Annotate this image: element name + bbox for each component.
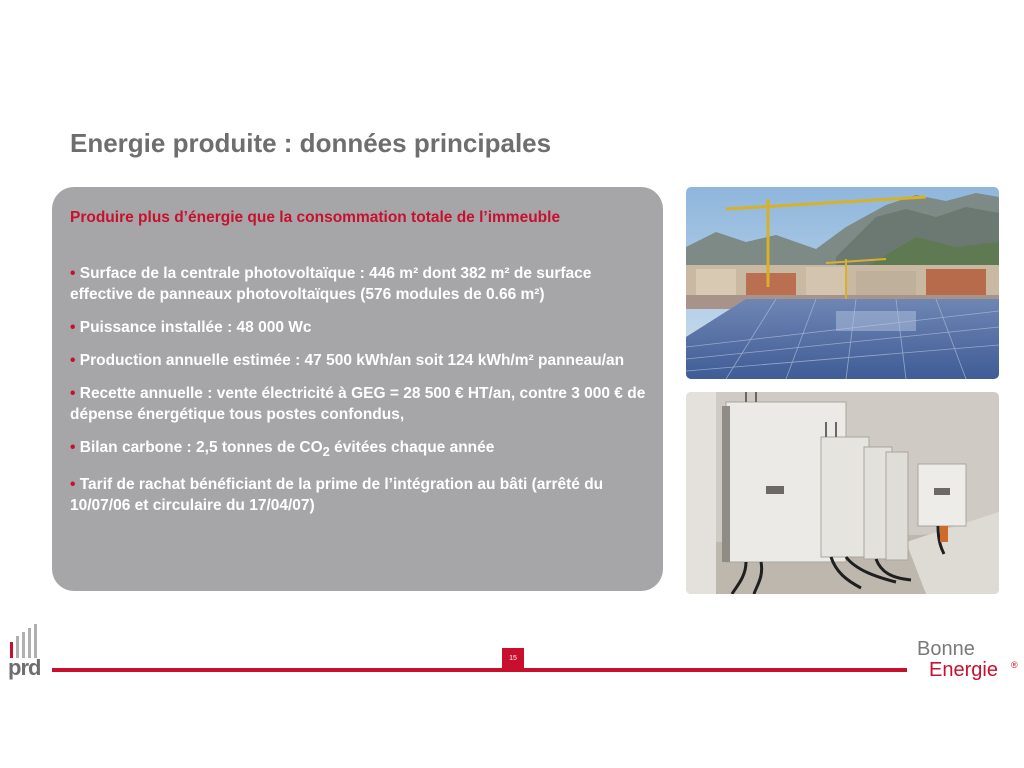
list-item (70, 317, 648, 338)
list-item (70, 437, 648, 462)
bullet-text: Production annuelle estimée : 47 500 kWh/an soit 124 kWh/m² panneau/an (75, 352, 625, 369)
brand-line-1: Bonne (917, 638, 975, 660)
panel-heading: Produire plus d’énergie que la consommation totale de l’immeuble (70, 209, 561, 226)
brand-line-2: Energie (929, 659, 998, 681)
inverters-photo (686, 392, 999, 594)
list-item (70, 263, 648, 305)
bullet-text: Bilan carbone : 2,5 tonnes de CO (75, 439, 323, 456)
list-item (70, 474, 648, 516)
slide-title: Energie produite : données principales (70, 128, 552, 158)
bullet-marker: • (70, 385, 76, 402)
footer-divider (52, 668, 907, 672)
prd-logo-text: prd (8, 655, 41, 680)
list-item (70, 383, 648, 425)
bullet-marker: • (70, 319, 76, 336)
info-panel (52, 187, 663, 591)
prd-logo (8, 622, 44, 684)
bullet-text: Puissance installée : 48 000 Wc (75, 319, 312, 336)
bullet-text-after: évitées chaque année (329, 439, 495, 456)
bullet-marker: • (70, 439, 76, 456)
list-item (70, 350, 648, 371)
bonne-energie-logo (917, 638, 1021, 686)
bullet-text: Recette annuelle : vente électricité à GEG = 28 500 € HT/an, contre 3 000 € de dépense énergétique tous postes confondus, (70, 385, 646, 423)
bullet-marker: • (70, 265, 76, 282)
bullet-text: Tarif de rachat bénéficiant de la prime de l’intégration au bâti (arrêté du 10/07/06 et circulaire du 17/04/07) (70, 476, 604, 515)
prd-bars-icon (10, 622, 44, 658)
bullet-marker: • (70, 352, 76, 369)
subscript-2: 2 (322, 444, 330, 460)
bullet-list (70, 263, 648, 528)
registered-mark: ® (1011, 660, 1018, 670)
bullet-text: Surface de la centrale photovoltaïque : 446 m² dont 382 m² de surface effective de panneaux photovoltaïques (576 modules de 0.66 m²) (70, 265, 592, 303)
solar-roof-photo (686, 187, 999, 379)
bullet-marker: • (70, 476, 76, 494)
page-number: 15 (502, 648, 524, 670)
